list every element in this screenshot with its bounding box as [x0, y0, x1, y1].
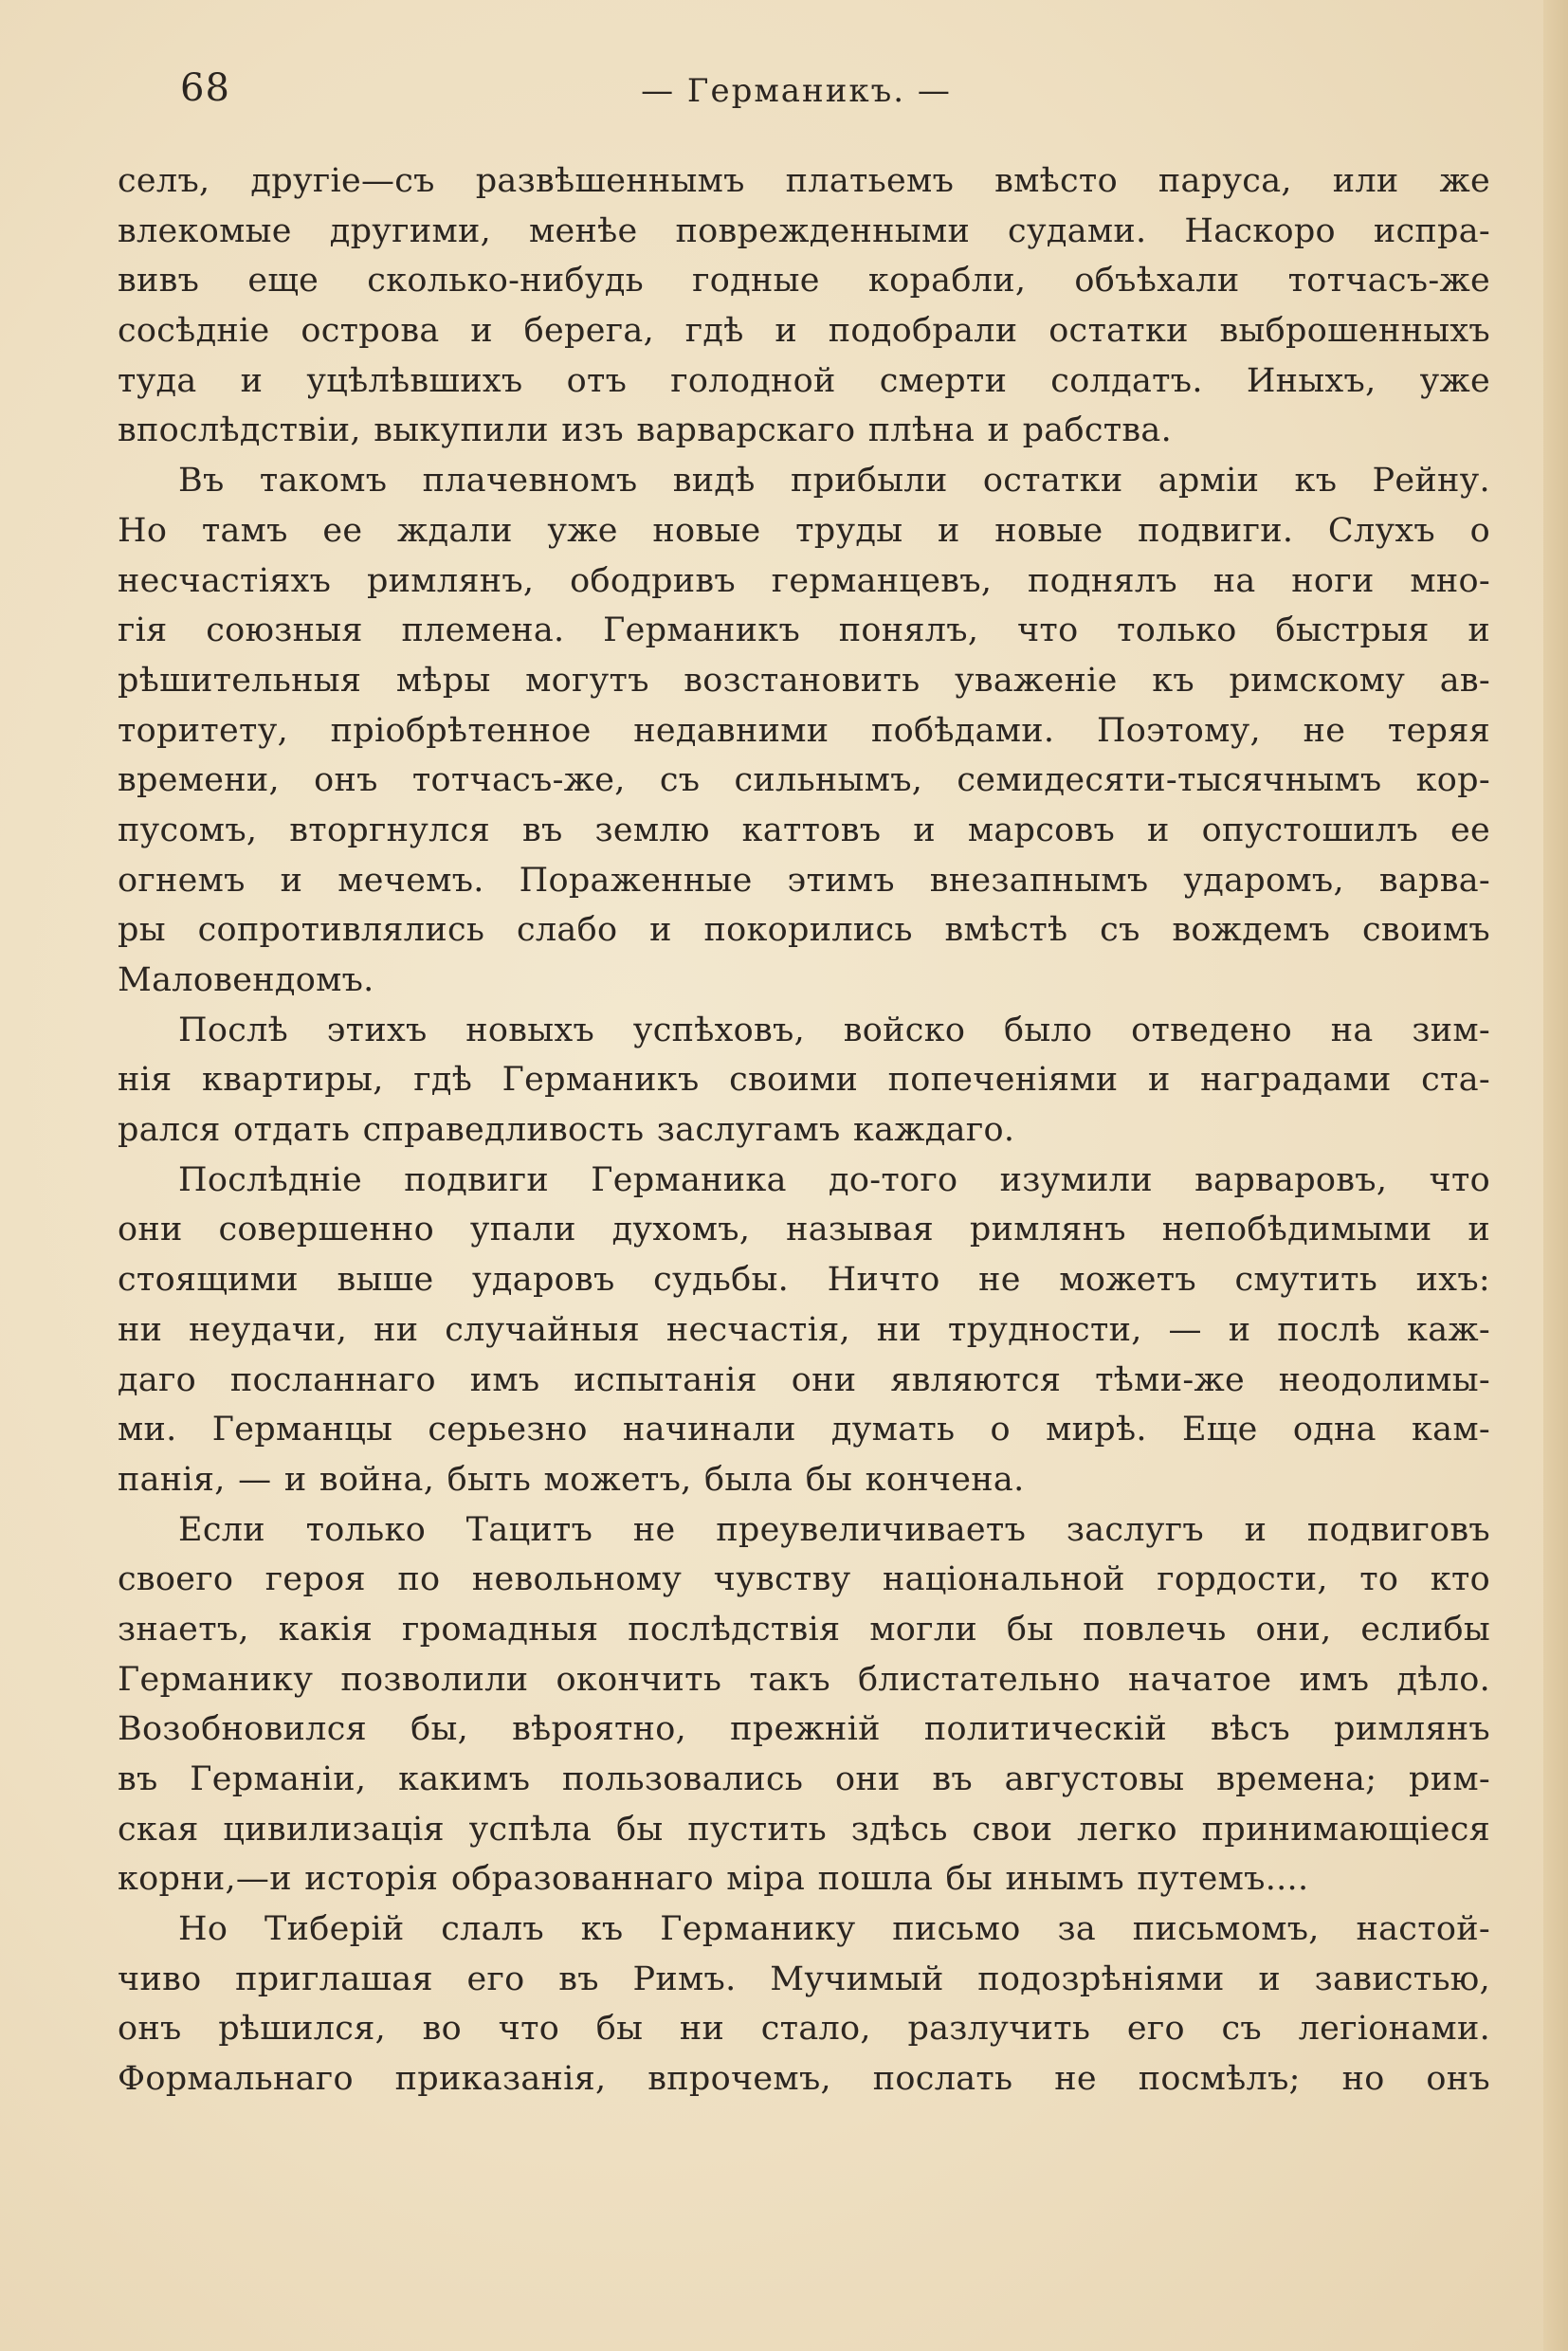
body-text	[118, 156, 1490, 2105]
text-line: панія, — и война, быть можетъ, была бы кончена.	[118, 1460, 1025, 1499]
page-header	[180, 66, 1413, 123]
text-line: Формальнаго приказанія, впрочемъ, послать не посмѣлъ; но онъ	[118, 2060, 1490, 2099]
text-line: Въ такомъ плачевномъ видѣ прибыли остатки арміи къ Рейну.	[178, 462, 1490, 501]
text-line: ры сопротивлялись слабо и покорились вмѣстѣ съ вождемъ своимъ	[118, 911, 1490, 950]
text-line: Маловендомъ.	[118, 961, 374, 999]
text-line: Послѣ этихъ новыхъ успѣховъ, войско было отведено на зим-	[178, 1011, 1490, 1049]
text-line: знаетъ, какія громадныя послѣдствія могли бы повлечь они, еслибы	[118, 1610, 1490, 1649]
page-number: 68	[180, 66, 230, 110]
text-line: вивъ еще сколько-нибудь годные корабли, объѣхали тотчасъ-же	[118, 262, 1490, 301]
text-line: они совершенно упали духомъ, называя римлянъ непобѣдимыми и	[118, 1211, 1490, 1249]
text-line: ни неудачи, ни случайныя несчастія, ни трудности, — и послѣ каж-	[118, 1310, 1490, 1349]
text-line: Если только Тацитъ не преувеличиваетъ заслугъ и подвиговъ	[178, 1510, 1490, 1549]
text-line: Возобновился бы, вѣроятно, прежній политическій вѣсъ римлянъ	[118, 1710, 1490, 1749]
text-line: рѣшительныя мѣры могутъ возстановить уваженіе къ римскому ав-	[118, 661, 1490, 700]
text-line: Послѣдніе подвиги Германика до-того изумили варваровъ, что	[178, 1160, 1490, 1199]
text-line: нія квартиры, гдѣ Германикъ своими попеченіями и наградами ста-	[118, 1061, 1490, 1100]
text-line: чиво приглашая его въ Римъ. Мучимый подозрѣніями и завистью,	[118, 1959, 1490, 1998]
text-line: пусомъ, вторгнулся въ землю каттовъ и марсовъ и опустошилъ ее	[118, 811, 1490, 849]
text-line: сосѣдніе острова и берега, гдѣ и подобрали остатки выброшенныхъ	[118, 312, 1490, 351]
text-line: гія союзныя племена. Германикъ понялъ, что только быстрыя и	[118, 611, 1490, 650]
text-line: корни,—и исторія образованнаго міра пошла бы инымъ путемъ....	[118, 1860, 1309, 1899]
text-line: впослѣдствіи, выкупили изъ варварскаго плѣна и рабства.	[118, 411, 1172, 450]
text-line: въ Германіи, какимъ пользовались они въ августовы времена; рим-	[118, 1760, 1490, 1798]
text-line: торитету, пріобрѣтенное недавними побѣдами. Поэтому, не теряя	[118, 711, 1490, 750]
text-line: ская цивилизація успѣла бы пустить здѣсь свои легко принимающіеся	[118, 1810, 1490, 1849]
running-title: — Германикъ. —	[641, 72, 952, 110]
text-line: стоящими выше ударовъ судьбы. Ничто не можетъ смутить ихъ:	[118, 1261, 1490, 1300]
text-line: времени, онъ тотчасъ-же, съ сильнымъ, семидесяти-тысячнымъ кор-	[118, 761, 1490, 800]
page-edge	[1543, 0, 1568, 2351]
text-line: ми. Германцы серьезно начинали думать о мирѣ. Еще одна кам-	[118, 1411, 1490, 1449]
text-line: Но Тиберій слалъ къ Германику письмо за письмомъ, настой-	[178, 1910, 1490, 1949]
text-line: селъ, другіе—съ развѣшеннымъ платьемъ вмѣсто паруса, или же	[118, 162, 1490, 200]
text-line: Германику позволили окончить такъ блистательно начатое имъ дѣло.	[118, 1660, 1490, 1699]
text-line: огнемъ и мечемъ. Пораженные этимъ внезапнымъ ударомъ, варва-	[118, 861, 1490, 900]
text-line: своего героя по невольному чувству національной гордости, то кто	[118, 1560, 1490, 1599]
text-line: рался отдать справедливость заслугамъ каждаго.	[118, 1111, 1015, 1150]
text-line: даго посланнаго имъ испытанія они являются тѣми-же неодолимы-	[118, 1360, 1490, 1399]
text-line: несчастіяхъ римлянъ, ободривъ германцевъ, поднялъ на ноги мно-	[118, 561, 1490, 600]
text-line: онъ рѣшился, во что бы ни стало, разлучить его съ легіонами.	[118, 2010, 1490, 2049]
text-line: Но тамъ ее ждали уже новые труды и новые подвиги. Слухъ о	[118, 511, 1490, 550]
text-line: влекомые другими, менѣе поврежденными судами. Наскоро испра-	[118, 211, 1490, 250]
text-line: туда и уцѣлѣвшихъ отъ голодной смерти солдатъ. Иныхъ, уже	[118, 361, 1490, 400]
